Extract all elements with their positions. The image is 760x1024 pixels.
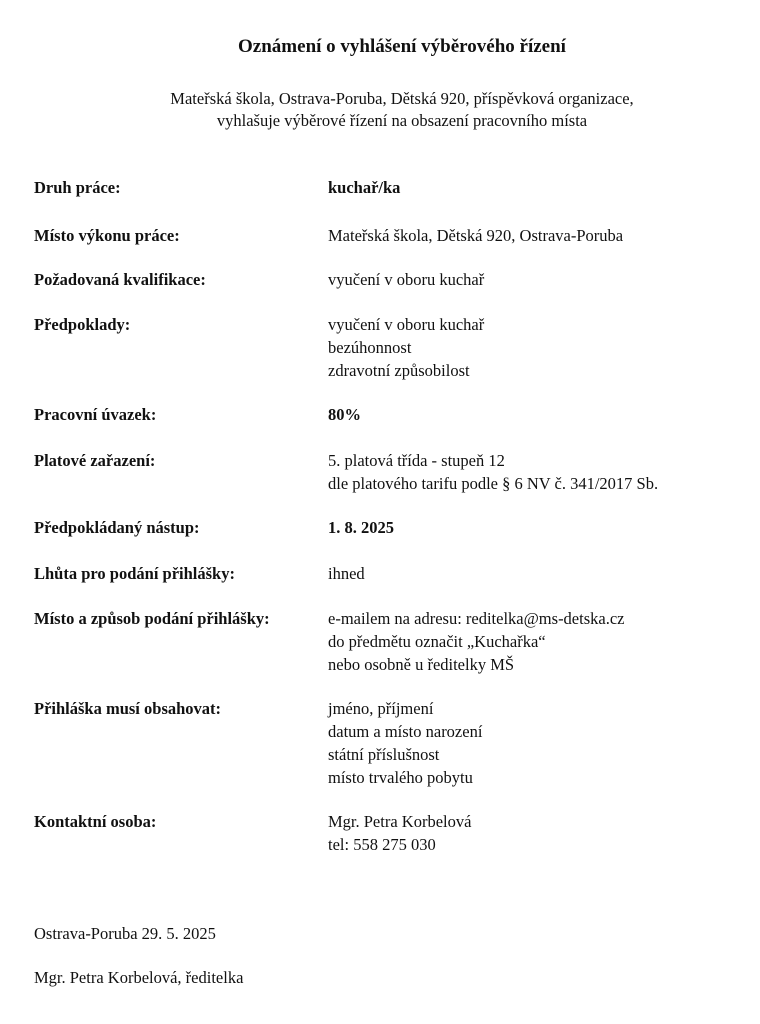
field-values bbox=[328, 224, 623, 247]
field-value: datum a místo narození bbox=[328, 722, 483, 741]
field-label: Místo výkonu práce: bbox=[34, 226, 180, 245]
field-value: 1. 8. 2025 bbox=[328, 518, 394, 537]
field-value: 80% bbox=[328, 405, 361, 424]
field-values bbox=[328, 562, 365, 585]
field-label: Druh práce: bbox=[34, 178, 121, 197]
field-value: do předmětu označit „Kuchařka“ bbox=[328, 632, 546, 651]
field-values bbox=[328, 449, 658, 495]
field-label: Platové zařazení: bbox=[34, 451, 156, 470]
field-values bbox=[328, 313, 484, 382]
field-value: 5. platová třída - stupeň 12 bbox=[328, 451, 505, 470]
field-value: vyučení v oboru kuchař bbox=[328, 270, 485, 289]
field-label: Lhůta pro podání přihlášky: bbox=[34, 564, 235, 583]
contact-phone: tel: 558 275 030 bbox=[328, 835, 436, 854]
place-and-date: Ostrava-Poruba 29. 5. 2025 bbox=[34, 924, 216, 943]
intro-line-2: vyhlašuje výběrové řízení na obsazení pracovního místa bbox=[216, 111, 588, 130]
field-value: Mateřská škola, Dětská 920, Ostrava-Poruba bbox=[328, 226, 624, 245]
field-label: Pracovní úvazek: bbox=[34, 405, 157, 424]
email-address-line: e-mailem na adresu: reditelka@ms-detska.cz bbox=[328, 609, 625, 628]
field-values bbox=[328, 176, 400, 199]
field-value: ihned bbox=[328, 564, 365, 583]
document-title: Oznámení o vyhlášení výběrového řízení bbox=[238, 36, 566, 57]
field-values bbox=[328, 607, 624, 676]
field-label: Předpoklady: bbox=[34, 315, 131, 334]
signature-line: Mgr. Petra Korbelová, ředitelka bbox=[34, 968, 244, 987]
field-value: jméno, příjmení bbox=[328, 699, 434, 718]
field-label: Požadovaná kvalifikace: bbox=[34, 270, 206, 289]
field-label: Místo a způsob podání přihlášky: bbox=[34, 609, 270, 628]
field-label: Předpokládaný nástup: bbox=[34, 518, 200, 537]
field-value: vyučení v oboru kuchař bbox=[328, 315, 485, 334]
field-values bbox=[328, 403, 361, 426]
field-values bbox=[328, 268, 484, 291]
field-values bbox=[328, 810, 471, 856]
field-value: kuchař/ka bbox=[328, 178, 401, 197]
intro-text bbox=[0, 88, 760, 132]
field-values bbox=[328, 697, 482, 789]
field-value: nebo osobně u ředitelky MŠ bbox=[328, 655, 515, 674]
field-value: zdravotní způsobilost bbox=[328, 361, 470, 380]
field-value: místo trvalého pobytu bbox=[328, 768, 473, 787]
field-value: státní příslušnost bbox=[328, 745, 440, 764]
intro-line-1: Mateřská škola, Ostrava-Poruba, Dětská 920, příspěvková organizace, bbox=[170, 89, 634, 108]
field-value: bezúhonnost bbox=[328, 338, 412, 357]
field-value: dle platového tarifu podle § 6 NV č. 341/2017 Sb. bbox=[328, 474, 659, 493]
field-values bbox=[328, 516, 394, 539]
field-label: Kontaktní osoba: bbox=[34, 812, 157, 831]
field-label: Přihláška musí obsahovat: bbox=[34, 699, 222, 718]
contact-name: Mgr. Petra Korbelová bbox=[328, 812, 472, 831]
